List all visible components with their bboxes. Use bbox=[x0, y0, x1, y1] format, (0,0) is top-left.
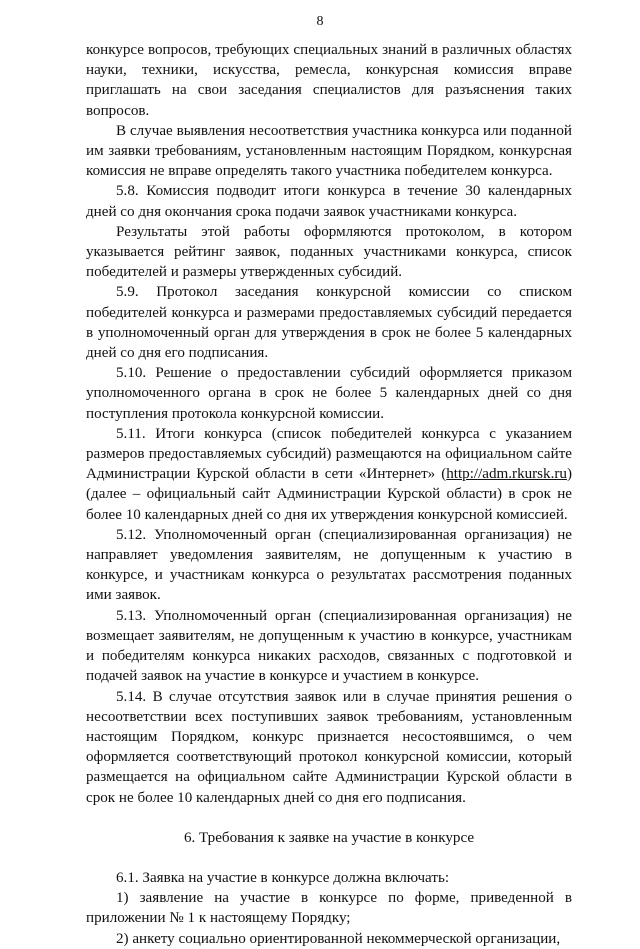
list-item-2: 2) анкету социально ориентированной некоммерческой организации, bbox=[116, 930, 561, 947]
paragraph-5-9: 5.9. Протокол заседания конкурсной комиссии со списком победителей конкурса и размерами предоставляемых субсидий передается в уполномоченный орган для утверждения в срок не более 5 календарных дней со дня его подписания. bbox=[86, 284, 572, 362]
list-item-1: 1) заявление на участие в конкурсе по форме, приведенной в приложении № 1 к настоящему Порядку; bbox=[86, 890, 572, 927]
paragraph-5-11-text-end: ) (далее – официальный сайт Администрации Курской области) в срок не более 10 календарных дней со дня их утверждения конкурсной комиссией. bbox=[86, 466, 572, 523]
paragraph-5-10: 5.10. Решение о предоставлении субсидий оформляется приказом уполномоченного органа в срок не более 5 календарных дней со дня поступления протокола конкурсной комиссии. bbox=[86, 365, 572, 422]
paragraph-5-13: 5.13. Уполномоченный орган (специализированная организация) не возмещает заявителям, не допущенным к участию в конкурсе, участникам и победителям конкурса никаких расходов, связанных с подготовкой и подачей заявок на участие в конкурсе и участием в конкурсе. bbox=[86, 607, 572, 685]
paragraph-continuation: конкурсе вопросов, требующих специальных знаний в различных областях науки, техники, искусства, ремесла, конкурсная комиссия вправе приглашать на свои заседания специалистов для разъяснения таких вопросов. bbox=[86, 42, 572, 119]
paragraph: Результаты этой работы оформляются протоколом, в котором указывается рейтинг заявок, поданных участниками конкурса, список победителей и размеры утвержденных субсидий. bbox=[86, 223, 572, 281]
website-link[interactable]: http://adm.rkursk.ru bbox=[446, 466, 567, 483]
paragraph-5-11 bbox=[86, 424, 572, 525]
paragraph-6-1: 6.1. Заявка на участие в конкурсе должна включать: bbox=[116, 869, 450, 886]
paragraph-5-12: 5.12. Уполномоченный орган (специализированная организация) не направляет уведомления заявителям, не допущенным к участию в конкурсе, и участникам конкурса о результатах рассмотрения поданных ими заявок. bbox=[86, 526, 572, 604]
paragraph: В случае выявления несоответствия участника конкурса или поданной им заявки требованиям, установленным настоящим Порядком, конкурсная комиссия не вправе определять такого участника победителем конкурса. bbox=[86, 122, 572, 180]
page-number: 8 bbox=[316, 14, 324, 29]
section-heading: 6. Требования к заявке на участие в конкурсе bbox=[183, 829, 475, 846]
document-body bbox=[86, 40, 572, 949]
paragraph-5-14: 5.14. В случае отсутствия заявок или в случае принятия решения о несоответствии всех поступивших заявок требованиям, установленным настоящим Порядком, конкурс признается несостоявшимся, о чем оформляется соответствующий протокол конкурсной комиссии, который размещается на официальном сайте Администрации Курской области в срок не более 10 календарных дней со дня его подписания. bbox=[86, 688, 572, 806]
paragraph-5-11-text-start: 5.11. Итоги конкурса (список победителей конкурса с указанием размеров предоставляемых субсидий) размещаются на официальном сайте Администрации Курской области в сети «Интернет» ( bbox=[86, 425, 572, 483]
paragraph-5-8: 5.8. Комиссия подводит итоги конкурса в течение 30 календарных дней со дня окончания срока подачи заявок участниками конкурса. bbox=[86, 183, 572, 220]
